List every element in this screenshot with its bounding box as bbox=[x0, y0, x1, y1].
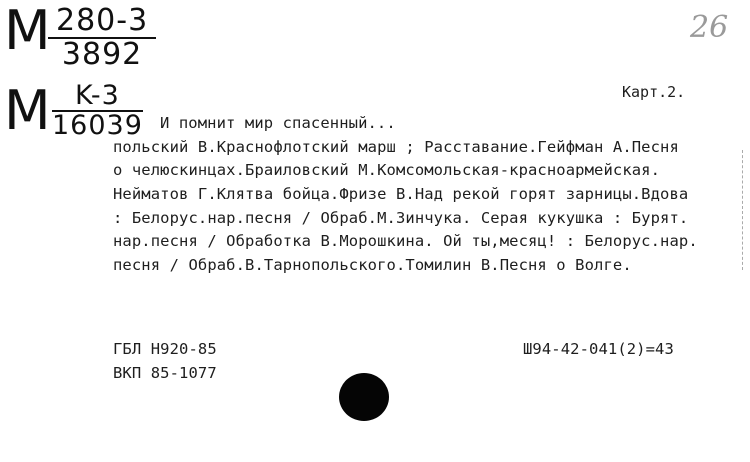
body-line-2: польский В.Краснофлотский марш ; Расставание.Гейфман А.Песня bbox=[113, 138, 679, 156]
card-edge bbox=[742, 150, 744, 270]
call-number-2-top: K-3 bbox=[52, 82, 143, 112]
body-line-1: И помнит мир спасенный... bbox=[160, 114, 396, 132]
call-number-2-letter: M bbox=[4, 79, 51, 142]
punch-hole bbox=[339, 373, 389, 421]
body-line-7: песня / Обраб.В.Тарнопольского.Томилин В.Песня о Волге. bbox=[113, 256, 632, 274]
body-line-4: Нейматов Г.Клятва бойца.Фризе В.Над рекой горят зарницы.Вдова bbox=[113, 185, 689, 203]
call-number-2-bottom: 16039 bbox=[52, 110, 143, 141]
body-line-3: о челюскинцах.Браиловский М.Комсомольская-красноармейская. bbox=[113, 161, 661, 179]
classification-code: Ш94-42-041(2)=43 bbox=[523, 340, 674, 358]
call-number-1-letter: M bbox=[4, 0, 51, 62]
call-number-2 bbox=[52, 82, 143, 140]
card-number-label: Карт.2. bbox=[622, 83, 686, 101]
gbl-number: ГБЛ Н920-85 bbox=[113, 340, 217, 358]
body-line-6: нар.песня / Обработка В.Морошкина. Ой ты,месяц! : Белорус.нар. bbox=[113, 232, 698, 250]
call-number-1 bbox=[48, 3, 156, 72]
sheet-mark: 26 bbox=[690, 10, 729, 45]
call-number-1-top: 280-3 bbox=[48, 6, 156, 39]
vkp-number: ВКП 85-1077 bbox=[113, 364, 217, 382]
body-line-5: : Белорус.нар.песня / Обраб.М.Зинчука. Серая кукушка : Бурят. bbox=[113, 209, 689, 227]
call-number-1-bottom: 3892 bbox=[61, 37, 143, 72]
